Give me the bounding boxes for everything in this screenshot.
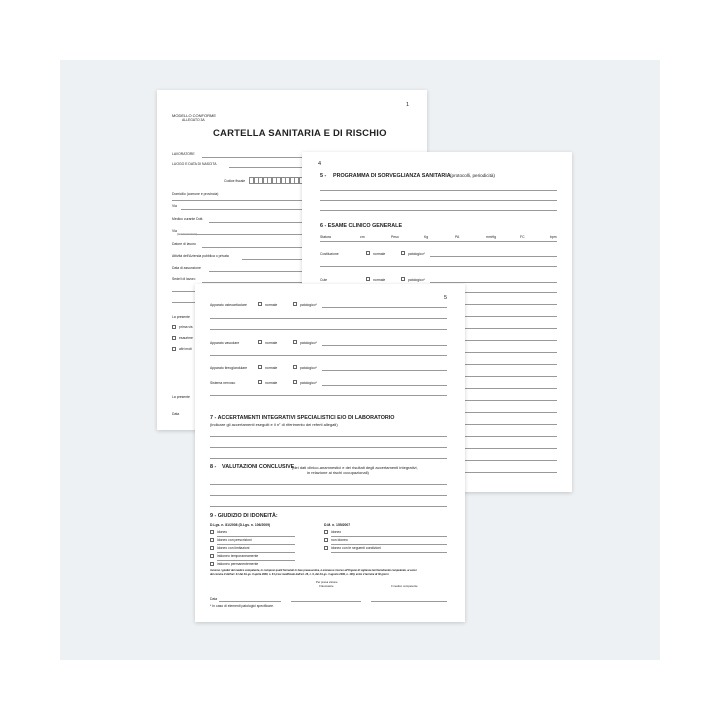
checkbox-option[interactable] [210, 562, 214, 566]
checkbox-patologico[interactable] [401, 277, 405, 281]
section-6-title: 6 - ESAME CLINICO GENERALE [320, 223, 403, 229]
section-7-title: 7 - ACCERTAMENTI INTEGRATIVI SPECIALISTICI E/O DI LABORATORIO [210, 415, 395, 421]
legal-text-line-1: Avverso i giudizi del medico competente, in compresi quelli formulati in fase preassuntiva, è ammesso ricorso all'Organo di vigilanza territorialmente competente, ai sensi [210, 569, 417, 572]
field-label: LAVORATORE [172, 152, 195, 156]
patologico-label: patologico* [300, 381, 317, 385]
row-label: Cute [320, 278, 328, 282]
normale-label: normale [265, 341, 278, 345]
field-label: Data di assunzione [172, 266, 201, 270]
checkbox[interactable] [172, 347, 176, 351]
field-label: Attività dell'Azienda pubblica o privata [172, 254, 229, 258]
section-8-title: VALUTAZIONI CONCLUSIVE [222, 464, 295, 470]
checkbox[interactable] [172, 336, 176, 340]
vital-unit: bpm [550, 235, 557, 239]
checkbox-normale[interactable] [258, 302, 262, 306]
apparato-label: Apparato osteoarticolare [210, 303, 247, 307]
checkbox-patologico[interactable] [293, 340, 297, 344]
apparato-label: Apparato vascolare [210, 341, 240, 345]
checkbox-normale[interactable] [258, 340, 262, 344]
patologico-label: patologico* [300, 341, 317, 345]
sig-left-1: Per presa visione [316, 580, 338, 584]
lower-text: La presente [172, 315, 190, 319]
checkbox-patologico[interactable] [293, 302, 297, 306]
checkbox-option[interactable] [210, 546, 214, 550]
vital-label: FC [520, 235, 525, 239]
option-label: idoneo con prescrizioni [217, 538, 252, 542]
checkbox-normale[interactable] [258, 380, 262, 384]
option-label: non idoneo [331, 538, 348, 542]
field-label: Via [172, 229, 177, 233]
sig-left-2: Il lavoratore [319, 584, 334, 588]
law-left: D.Lgs. n. 81/2008 (D.Lgs. n. 106/2009) [210, 523, 271, 527]
document-title: CARTELLA SANITARIA E DI RISCHIO [213, 128, 387, 139]
normale-label: normale [265, 366, 278, 370]
section-5-title: PROGRAMMA DI SORVEGLIANZA SANITARIA [333, 173, 451, 179]
law-right: D.M. n. 155/2007 [324, 523, 351, 527]
lower-text: prima vis [179, 325, 193, 329]
apparato-label: Apparato tireoglandulare [210, 366, 248, 370]
lower-text: Data [172, 412, 180, 416]
allegato-label: ALLEGATO 3A [182, 118, 205, 122]
normale-label: normale [265, 381, 278, 385]
lower-text: La presente [172, 395, 190, 399]
row-label: Costituzione [320, 252, 339, 256]
section-8-note-2: in relazione ai rischi occupazionali) [307, 470, 369, 475]
checkbox-patologico[interactable] [293, 365, 297, 369]
vital-unit: Kg [424, 235, 429, 239]
footnote: * In caso di elementi patologici specificare. [210, 604, 274, 608]
section-8-number: 8 - [210, 464, 217, 470]
field-label: Domicilio (comune e provincia) [172, 192, 219, 196]
option-label: idoneo [331, 530, 342, 534]
field-label: Datore di lavoro [172, 242, 196, 246]
via-note: (numero tessera) [177, 233, 197, 236]
normale-label: normale [265, 303, 278, 307]
lower-text: esaurime [179, 336, 193, 340]
checkbox-option[interactable] [210, 554, 214, 558]
option-label: inidoneo temporaneamente [217, 554, 259, 558]
patologico-label: patologico* [300, 303, 317, 307]
lower-text: altri moti [179, 347, 192, 351]
checkbox-normale[interactable] [366, 251, 370, 255]
legal-text-line-2: del comma 9 dell'art. 41 del D.Lgs. 9 aprile 2008, n. 81 (così modificato dall'art. 26, c. 9, del D.Lgs. 3 agosto 2009, n. 106), entro il termine di 30 giorni [210, 573, 389, 576]
field-label: Via [172, 204, 177, 208]
checkbox-normale[interactable] [366, 277, 370, 281]
page-number: 4 [318, 161, 322, 167]
patologico-label: patologico* [408, 278, 425, 282]
vital-label: Peso [391, 235, 399, 239]
checkbox-patologico[interactable] [401, 251, 405, 255]
option-label: inidoneo permanentemente [217, 562, 259, 566]
section-9-title: 9 - GIUDIZIO DI IDONEITÀ: [210, 513, 278, 519]
patologico-label: patologico* [408, 252, 425, 256]
checkbox-patologico[interactable] [293, 380, 297, 384]
checkbox-normale[interactable] [258, 365, 262, 369]
page-number: 5 [444, 295, 448, 301]
date-label: Data [210, 597, 218, 601]
normale-label: normale [373, 278, 386, 282]
section-8-note-1: (dei dati clinico-anamnestici e dei risultati degli accertamenti integrativi, [292, 465, 418, 470]
option-label: idoneo con le seguenti condizioni [331, 546, 381, 550]
vital-label: Statura [320, 235, 331, 239]
checkbox-option[interactable] [210, 530, 214, 534]
section-5-number: 5 - [320, 173, 327, 179]
section-5-note: (protocolli, periodicità) [450, 173, 495, 178]
apparato-label: Sistema nervoso [210, 381, 236, 385]
vital-label: PA [455, 235, 460, 239]
normale-label: normale [373, 252, 386, 256]
page-number: 1 [406, 102, 410, 108]
option-label: idoneo con limitazioni [217, 546, 250, 550]
checkbox-option[interactable] [324, 546, 328, 550]
field-label: Codice fiscale [224, 179, 246, 183]
field-label: Sede/i di lavoro [172, 277, 196, 281]
modello-label: MODELLO CONFORME [172, 113, 217, 118]
field-label: LUOGO E DATA DI NASCITA [172, 162, 217, 166]
document-page-5 [195, 284, 465, 622]
vital-unit: cm [360, 235, 365, 239]
sig-right: Il medico competente [391, 584, 418, 588]
checkbox-option[interactable] [324, 530, 328, 534]
checkbox[interactable] [172, 325, 176, 329]
checkbox-option[interactable] [210, 538, 214, 542]
section-7-note: (indicare gli accertamenti eseguiti e il n° di riferimento dei referti allegati) [210, 422, 338, 427]
option-label: idoneo [217, 530, 228, 534]
patologico-label: patologico* [300, 366, 317, 370]
field-label: Medico curante Dott. [172, 217, 204, 221]
vital-unit: mmHg [486, 235, 496, 239]
checkbox-option[interactable] [324, 538, 328, 542]
